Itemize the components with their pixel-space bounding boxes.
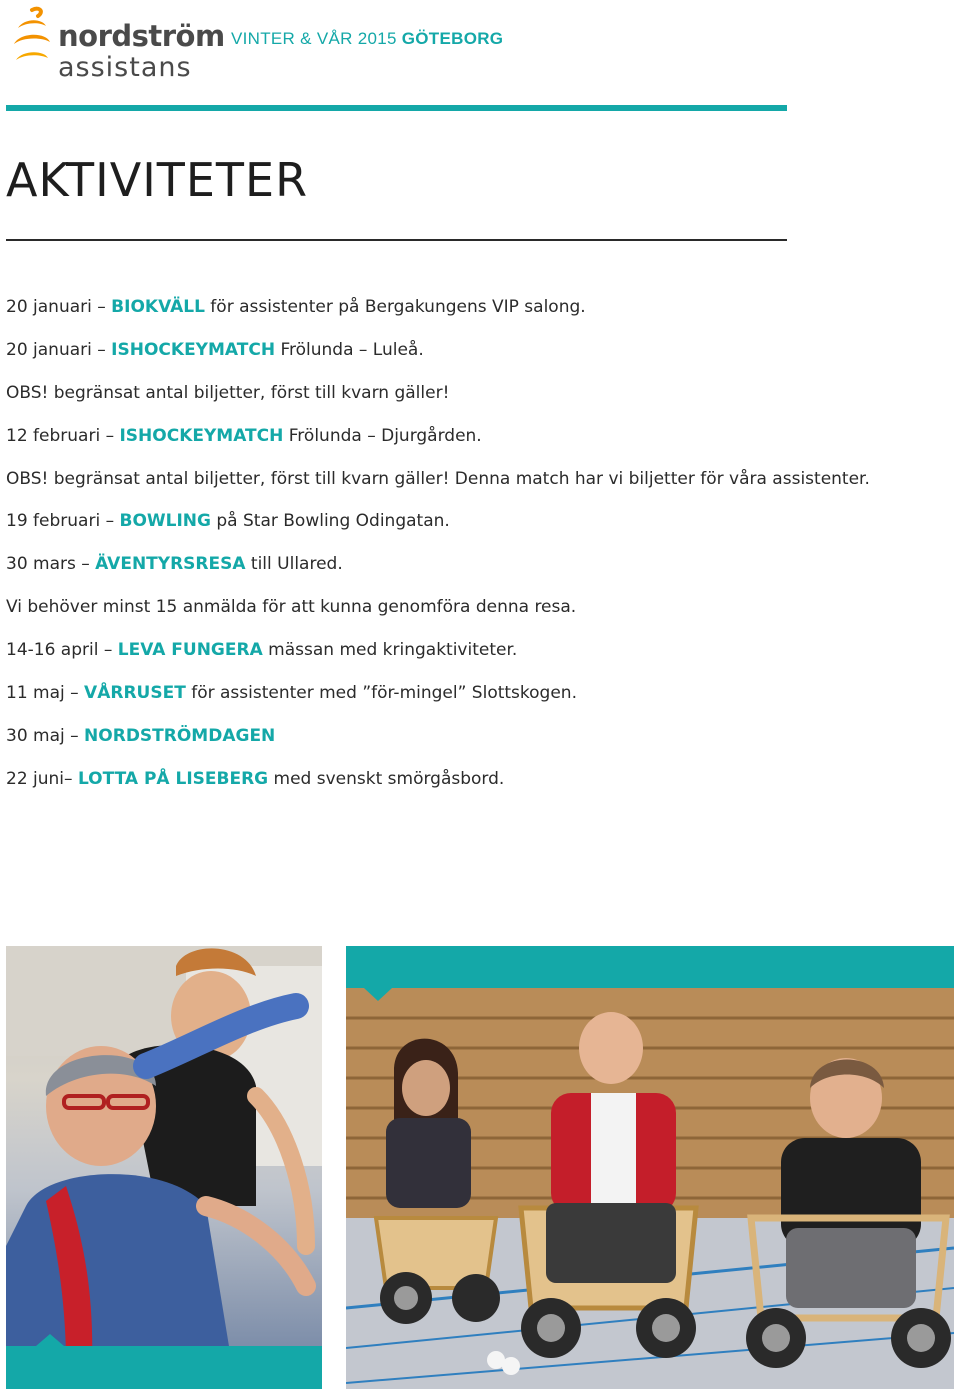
event-item xyxy=(6,419,946,462)
event-highlight: LEVA FUNGERA xyxy=(117,640,263,661)
event-item xyxy=(6,290,946,333)
event-highlight: LOTTA PÅ LISEBERG xyxy=(77,768,269,789)
event-highlight: ISHOCKEYMATCH xyxy=(119,425,284,446)
title-divider-rule xyxy=(6,239,787,241)
dance-photo-illustration xyxy=(6,946,322,1389)
event-highlight: ISHOCKEYMATCH xyxy=(111,339,276,360)
season-prefix: VINTER & VÅR 2015 xyxy=(231,29,397,48)
logo-wordmark-top: nordström xyxy=(58,19,225,53)
teal-notch-icon xyxy=(364,988,392,1002)
event-highlight: NORDSTRÖMDAGEN xyxy=(84,725,276,746)
page-header xyxy=(0,0,960,100)
header-divider-bar xyxy=(6,105,787,111)
event-text: 19 februari – xyxy=(6,511,120,532)
season-label xyxy=(231,29,503,49)
event-text: 11 maj – xyxy=(6,683,85,704)
event-text: 20 januari – xyxy=(6,297,112,317)
season-city: GÖTEBORG xyxy=(401,29,504,48)
dance-photo xyxy=(6,946,322,1389)
event-text: OBS! begränsat antal biljetter, först till kvarn gäller! xyxy=(6,382,450,403)
event-highlight: BIOKVÄLL xyxy=(111,297,205,317)
company-logo xyxy=(10,4,225,84)
event-highlight: VÅRRUSET xyxy=(84,683,186,704)
event-detail: mässan med kringaktiviteter. xyxy=(262,640,518,661)
event-item xyxy=(6,504,946,547)
event-item xyxy=(6,633,946,676)
event-item xyxy=(6,719,946,762)
event-item xyxy=(6,376,946,419)
event-text: 30 maj – xyxy=(6,725,85,746)
logo-wordmark-bottom: assistans xyxy=(58,52,192,83)
event-item xyxy=(6,590,946,633)
event-text: OBS! begränsat antal biljetter, först till kvarn gäller! Denna match har vi biljetter för våra assistenter. xyxy=(6,468,870,489)
event-text: 22 juni– xyxy=(6,768,78,789)
event-item xyxy=(6,462,946,505)
page-title: AKTIVITETER xyxy=(6,153,309,207)
event-detail: för assistenter med ”för-mingel” Slottskogen. xyxy=(185,683,577,704)
event-text: 14-16 april – xyxy=(6,640,118,661)
powerchair-photo-illustration xyxy=(346,988,954,1389)
event-item xyxy=(6,547,946,590)
event-text: 20 januari – xyxy=(6,339,112,360)
event-item xyxy=(6,762,946,805)
event-list xyxy=(6,290,946,805)
event-text: 12 februari – xyxy=(6,425,120,446)
event-detail: med svenskt smörgåsbord. xyxy=(268,768,505,789)
event-item xyxy=(6,333,946,376)
event-detail: för assistenter på Bergakungens VIP salong. xyxy=(204,297,586,317)
event-text: Vi behöver minst 15 anmälda för att kunna genomföra denna resa. xyxy=(6,597,577,618)
event-item xyxy=(6,676,946,719)
event-detail: Frölunda – Luleå. xyxy=(275,339,424,360)
event-highlight: ÄVENTYRSRESA xyxy=(95,554,246,575)
event-highlight: BOWLING xyxy=(119,511,211,532)
event-detail: till Ullared. xyxy=(245,554,343,575)
powerchair-sports-photo xyxy=(346,946,954,1389)
photo-image-area xyxy=(346,988,954,1389)
event-detail: på Star Bowling Odingatan. xyxy=(210,511,450,532)
orange-peel-logo-icon xyxy=(10,4,56,74)
event-text: 30 mars – xyxy=(6,554,96,575)
event-detail: Frölunda – Djurgården. xyxy=(283,425,482,446)
